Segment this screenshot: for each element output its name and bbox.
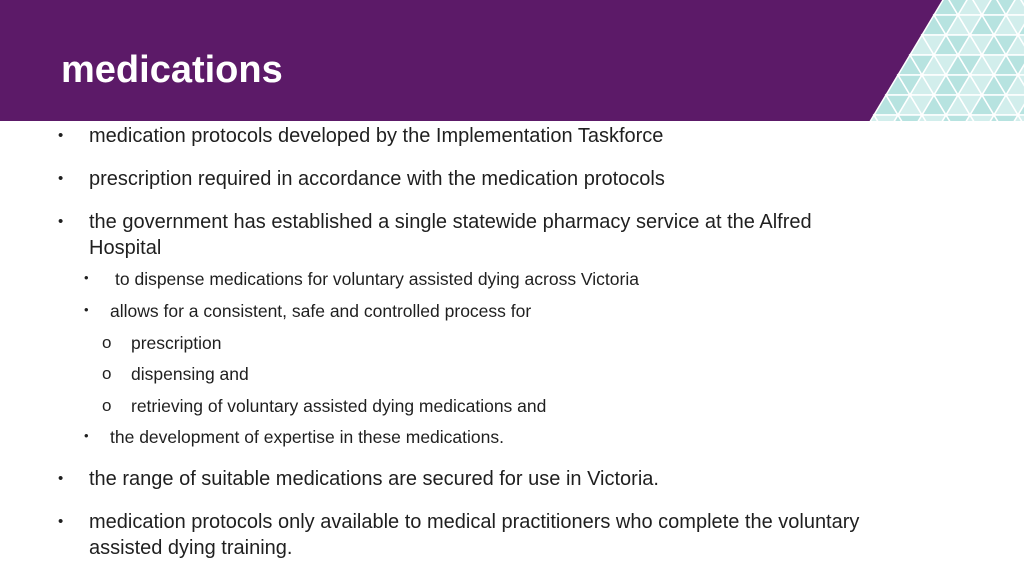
bullet-text: the range of suitable medications are secured for use in Victoria. (89, 468, 659, 490)
bullet-marker: o (102, 364, 112, 383)
bullet-text: dispensing and (131, 364, 249, 384)
bullet-marker: • (58, 470, 64, 487)
bullet-marker: • (84, 302, 89, 317)
bullet-text: the government has established a single statewide pharmacy service at the Alfred Hospital (89, 211, 812, 259)
bullet-marker: • (58, 213, 64, 230)
bullet-text: prescription required in accordance with the medication protocols (89, 168, 665, 190)
bullet-text: the development of expertise in these medications. (110, 427, 504, 447)
bullet-text: prescription (131, 333, 222, 353)
pattern-group (862, 0, 1024, 121)
triangle-pattern-decoration (0, 0, 1024, 121)
slide-title: medications (61, 49, 283, 91)
bullet-marker: • (58, 513, 64, 530)
bullet-text: allows for a consistent, safe and controlled process for (110, 301, 532, 321)
bullet-marker: o (102, 333, 112, 352)
bullet-marker: • (58, 127, 64, 144)
title-banner (0, 0, 1024, 121)
bullet-text: medication protocols developed by the Implementation Taskforce (89, 125, 664, 147)
bullet-marker: • (84, 428, 89, 443)
bullet-text: retrieving of voluntary assisted dying medications and (131, 396, 547, 416)
bullet-text: medication protocols only available to medical practitioners who complete the voluntary assisted dying training. (89, 511, 860, 559)
bullet-marker: o (102, 396, 112, 415)
bullet-text: to dispense medications for voluntary assisted dying across Victoria (115, 269, 639, 289)
bullet-marker: • (58, 170, 64, 187)
bullet-marker: • (84, 270, 89, 285)
